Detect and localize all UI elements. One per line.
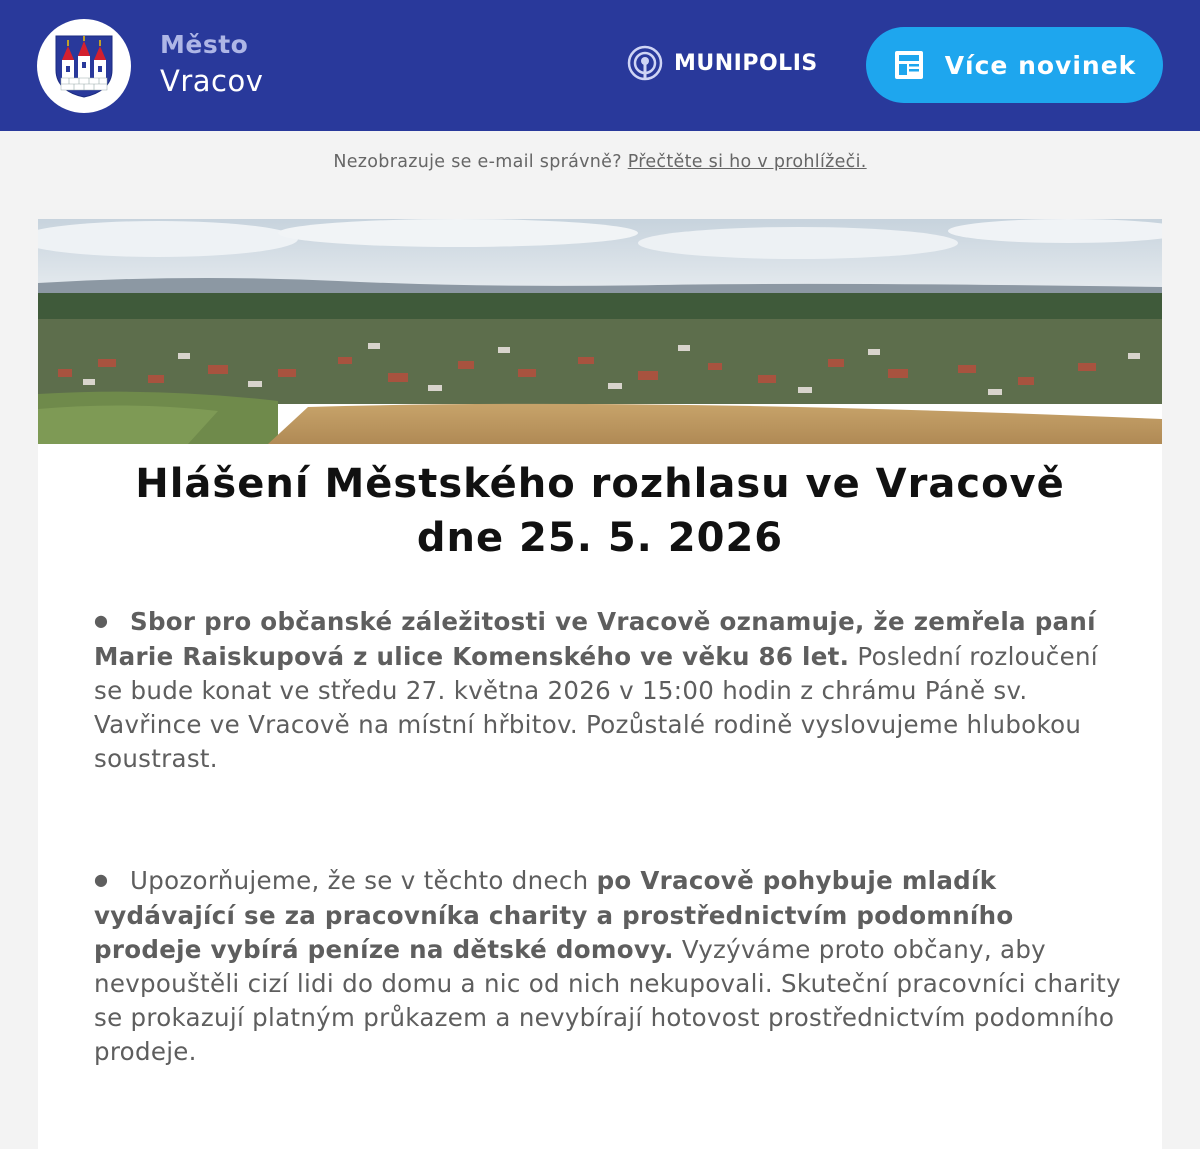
title-line-2: dne 25. 5. 2026: [416, 515, 784, 561]
announcement-bold: Sbor pro občanské záležitosti ve Vracově oznamuje, že zemřela paní Marie Raiskupová z ulice Komenského ve věku 86 let.: [94, 607, 1096, 671]
coat-of-arms-icon: [53, 34, 115, 98]
announcement-text: Poslední rozloučení se bude konat ve středu 27. května 2026 v 15:00 hodin z chrámu Páně sv. Vavřince ve Vracově na místní hřbitov. Pozůstalé rodině vyslovujeme hlubokou soustrast.: [94, 642, 1098, 773]
brand-name: MUNIPOLIS: [674, 50, 818, 76]
newspaper-icon: [893, 49, 925, 81]
broadcast-icon: [626, 44, 664, 82]
announcement-item: [94, 605, 1124, 776]
city-logo[interactable]: [37, 19, 131, 113]
announcement-item: [94, 864, 1124, 1069]
browser-notice: [0, 152, 1200, 172]
city-name: Vracov: [160, 64, 264, 98]
hero-image: [38, 219, 1162, 444]
more-news-label: Více novinek: [944, 50, 1137, 80]
munipolis-brand[interactable]: [626, 44, 818, 82]
article-title: [38, 457, 1162, 565]
notice-text: Nezobrazuje se e-mail správně?: [333, 152, 622, 172]
announcement-bold: po Vracově pohybuje mladík vydávající se za pracovníka charity a prostřednictvím podomního prodeje vybírá peníze na dětské domovy.: [94, 866, 1014, 964]
title-line-1: Hlášení Městského rozhlasu ve Vracově: [135, 461, 1065, 507]
bullet-icon: ●: [94, 611, 109, 630]
announcement-text-before: Upozorňujeme, že se v těchto dnech: [130, 866, 597, 895]
announcement-text: Vyzýváme proto občany, aby nevpouštěli cizí lidi do domu a nic od nich nekupovali. Skuteční pracovníci charity se prokazují platným průkazem a nevybírají hotovost prostřednictvím podomního prodeje.: [94, 935, 1121, 1066]
view-in-browser-link[interactable]: Přečtěte si ho v prohlížeči.: [627, 152, 867, 172]
city-label: Město: [160, 30, 249, 59]
town-landscape-image: [38, 219, 1162, 444]
more-news-button[interactable]: [866, 27, 1163, 103]
article-card: [38, 219, 1162, 1149]
bullet-icon: ●: [94, 870, 109, 889]
email-header: [0, 0, 1200, 131]
